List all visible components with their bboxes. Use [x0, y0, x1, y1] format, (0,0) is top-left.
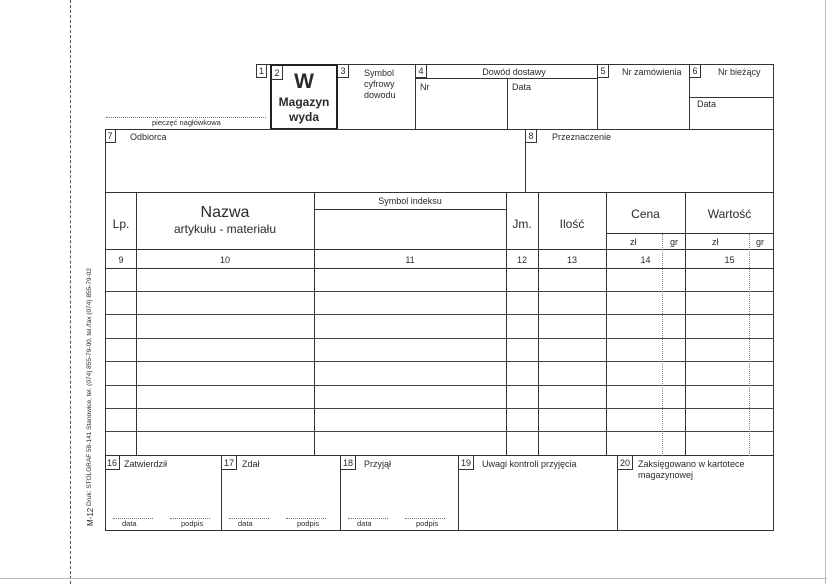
col-symbol-header: Symbol indeksu	[378, 196, 442, 206]
approved-label: Zatwierdził	[124, 459, 168, 469]
table-row[interactable]	[105, 316, 774, 339]
received-date-label: data	[357, 519, 372, 528]
approved-number: 16	[105, 456, 120, 470]
col-jm-header: Jm.	[512, 217, 532, 231]
symbol-line3: dowodu	[364, 90, 396, 100]
col-num-13: 13	[566, 255, 577, 265]
handed-signature-label: podpis	[297, 519, 320, 528]
received-label: Przyjął	[364, 459, 392, 469]
price-gr-label: gr	[670, 237, 679, 247]
handed-number: 17	[222, 456, 237, 470]
purpose-number: 8	[526, 129, 537, 143]
received-number: 18	[341, 456, 356, 470]
box-2-number: 2	[272, 66, 283, 80]
col-num-10: 10	[219, 255, 230, 265]
received-signature-label: podpis	[416, 519, 439, 528]
symbol-line1: Symbol	[364, 68, 395, 78]
box-1-number: 1	[256, 64, 267, 78]
price-decimal-separator	[662, 234, 663, 456]
table-row[interactable]	[105, 363, 774, 386]
table-row[interactable]	[105, 386, 774, 409]
col-lp-header: Lp.	[112, 217, 130, 231]
recipient-number: 7	[105, 129, 116, 143]
table-row[interactable]	[105, 269, 774, 292]
handed-date-label: data	[238, 519, 253, 528]
document-title-line1: Magazyn	[278, 95, 330, 109]
bottom-page-edge	[0, 578, 827, 579]
document-letter: W	[294, 70, 314, 93]
stamp-label: pieczęć nagłówkowa	[152, 118, 221, 127]
remarks-label: Uwagi kontroli przyjęcia	[482, 459, 577, 469]
value-decimal-separator	[749, 234, 750, 456]
col-num-11: 11	[405, 255, 415, 265]
col-price-header: Cena	[631, 207, 660, 221]
registered-number: 20	[618, 456, 633, 470]
remarks-number: 19	[459, 456, 474, 470]
symbol-line2: cyfrowy	[364, 79, 395, 89]
col-num-15: 15	[724, 255, 735, 265]
col-qty-header: Ilość	[559, 217, 585, 231]
table-row[interactable]	[105, 339, 774, 362]
value-gr-label: gr	[756, 237, 765, 247]
delivery-nr-label: Nr	[420, 82, 430, 92]
col-value-header: Wartość	[707, 207, 752, 221]
delivery-proof-title: Dowód dostawy	[482, 67, 546, 77]
current-number-label: Nr bieżący	[718, 67, 761, 77]
table-row[interactable]	[105, 292, 774, 315]
table-row[interactable]	[105, 409, 774, 432]
registered-label-line1: Zaksięgowano w kartotece	[638, 459, 745, 469]
recipient-purpose-section	[105, 129, 774, 193]
printer-info: Druk: STOLGRAF 58-141 Stanowice, tel. (074) 855-79-00, tel./fax (074) 855-79-02	[86, 268, 93, 506]
handed-label: Zdał	[242, 459, 260, 469]
left-perforation-line	[70, 0, 71, 584]
current-date-label: Data	[697, 99, 717, 109]
box-3-number: 3	[338, 64, 349, 78]
col-num-12: 12	[516, 255, 527, 265]
order-number-label: Nr zamówienia	[622, 67, 682, 77]
col-name-header: Nazwa	[200, 204, 250, 221]
right-page-edge	[825, 0, 826, 584]
form-code: M-12	[86, 507, 95, 526]
box-6-number: 6	[690, 64, 701, 78]
approved-date-label: data	[122, 519, 137, 528]
price-zl-label: zł	[630, 237, 637, 247]
recipient-label: Odbiorca	[130, 132, 167, 142]
col-num-9: 9	[118, 255, 124, 265]
delivery-date-label: Data	[512, 82, 532, 92]
col-num-14: 14	[640, 255, 651, 265]
table-row[interactable]	[105, 433, 774, 456]
value-zl-label: zł	[712, 237, 719, 247]
registered-label-line2: magazynowej	[638, 470, 694, 480]
box-5-number: 5	[598, 64, 609, 78]
col-name-subheader: artykułu - materiału	[173, 222, 277, 236]
purpose-label: Przeznaczenie	[552, 132, 612, 142]
box-4-number: 4	[416, 64, 427, 78]
approved-signature-label: podpis	[181, 519, 204, 528]
document-title-line2: wyda	[288, 110, 319, 124]
